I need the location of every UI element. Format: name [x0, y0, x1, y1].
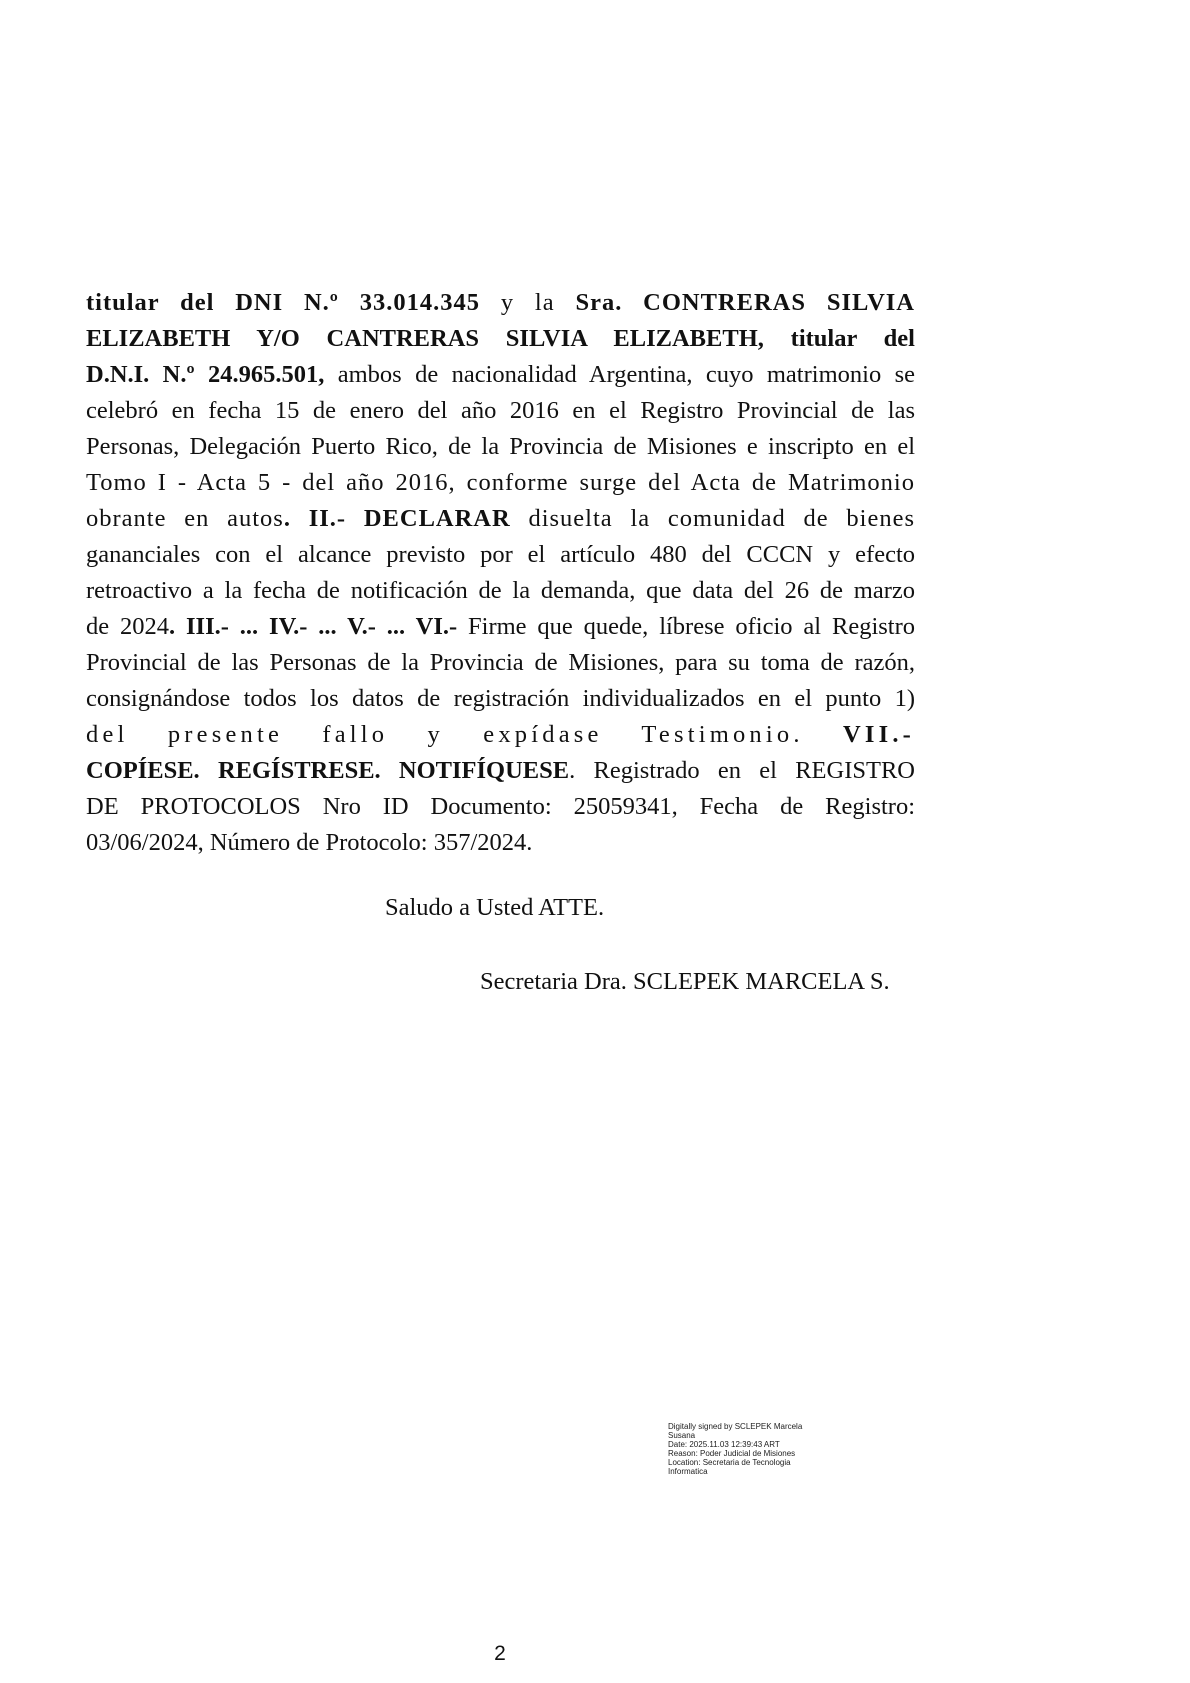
- copiese-bold: COPÍESE. REGÍSTRESE. NOTIFÍQUESE: [86, 757, 570, 784]
- dni-bold: D.N.I. N.º 24.965.501,: [86, 361, 325, 388]
- text-run: obrante en autos: [86, 505, 284, 532]
- text-run: disuelta la comunidad de bienes: [510, 505, 915, 532]
- signature-line: Susana: [668, 1431, 696, 1440]
- signature-line: Informatica: [668, 1467, 708, 1476]
- body-line-2: [86, 321, 915, 357]
- body-line-5: Personas, Delegación Puerto Rico, de la Provincia de Misiones e inscripto en el: [86, 433, 915, 460]
- body-line-3: [86, 357, 915, 393]
- body-line-7: [86, 501, 915, 537]
- text-run: . Registrado en el REGISTRO: [569, 757, 915, 784]
- closing-greeting: Saludo a Usted ATTE.: [385, 894, 605, 921]
- body-line-16: 03/06/2024, Número de Protocolo: 357/2024.: [86, 829, 533, 856]
- declarar-bold: . II.- DECLARAR: [283, 505, 511, 532]
- body-line-10: [86, 609, 915, 645]
- sections-bold: . III.- ... IV.- ... V.- ... VI.-: [169, 613, 458, 640]
- signature-line: Digitally signed by SCLEPEK Marcela: [668, 1422, 803, 1431]
- body-line-9: retroactivo a la fecha de notificación de la demanda, que data del 26 de marzo: [86, 577, 915, 604]
- name-bold: Sra. CONTRERAS SILVIA: [575, 289, 915, 316]
- body-line-11: Provincial de las Personas de la Provincia de Misiones, para su toma de razón,: [86, 649, 915, 676]
- body-line-15: DE PROTOCOLOS Nro ID Documento: 25059341, Fecha de Registro:: [86, 793, 915, 820]
- text-run: ambos de nacionalidad Argentina, cuyo matrimonio se: [324, 361, 915, 388]
- closing-signer: Secretaria Dra. SCLEPEK MARCELA S.: [480, 968, 890, 995]
- name-bold: ELIZABETH Y/O CANTRERAS SILVIA ELIZABETH, titular del: [86, 325, 915, 352]
- body-line-4: celebró en fecha 15 de enero del año 2016 en el Registro Provincial de las: [86, 397, 915, 424]
- signature-line: Date: 2025.11.03 12:39:43 ART: [668, 1440, 780, 1449]
- section-vii-bold: VII.-: [842, 721, 915, 748]
- body-line-6: Tomo I - Acta 5 - del año 2016, conforme surge del Acta de Matrimonio: [86, 469, 915, 496]
- signature-line: Reason: Poder Judicial de Misiones: [668, 1449, 796, 1458]
- text-run: y la: [479, 289, 576, 316]
- digital-signature-stamp: [668, 1422, 802, 1476]
- body-line-13: [86, 717, 915, 753]
- dni-bold: titular del DNI N.º 33.014.345: [86, 289, 480, 316]
- page-number: 2: [494, 1642, 506, 1665]
- body-line-1: [86, 285, 915, 321]
- text-run: Firme que quede, líbrese oficio al Registro: [457, 613, 915, 640]
- signature-line: Location: Secretaria de Tecnologia: [668, 1458, 791, 1467]
- text-run: del presente fallo y expídase Testimonio.: [86, 721, 804, 748]
- text-run: de 2024: [86, 613, 170, 640]
- body-line-14: [86, 753, 915, 789]
- body-line-12: consignándose todos los datos de registración individualizados en el punto 1): [86, 685, 915, 712]
- body-line-8: gananciales con el alcance previsto por el artículo 480 del CCCN y efecto: [86, 541, 915, 568]
